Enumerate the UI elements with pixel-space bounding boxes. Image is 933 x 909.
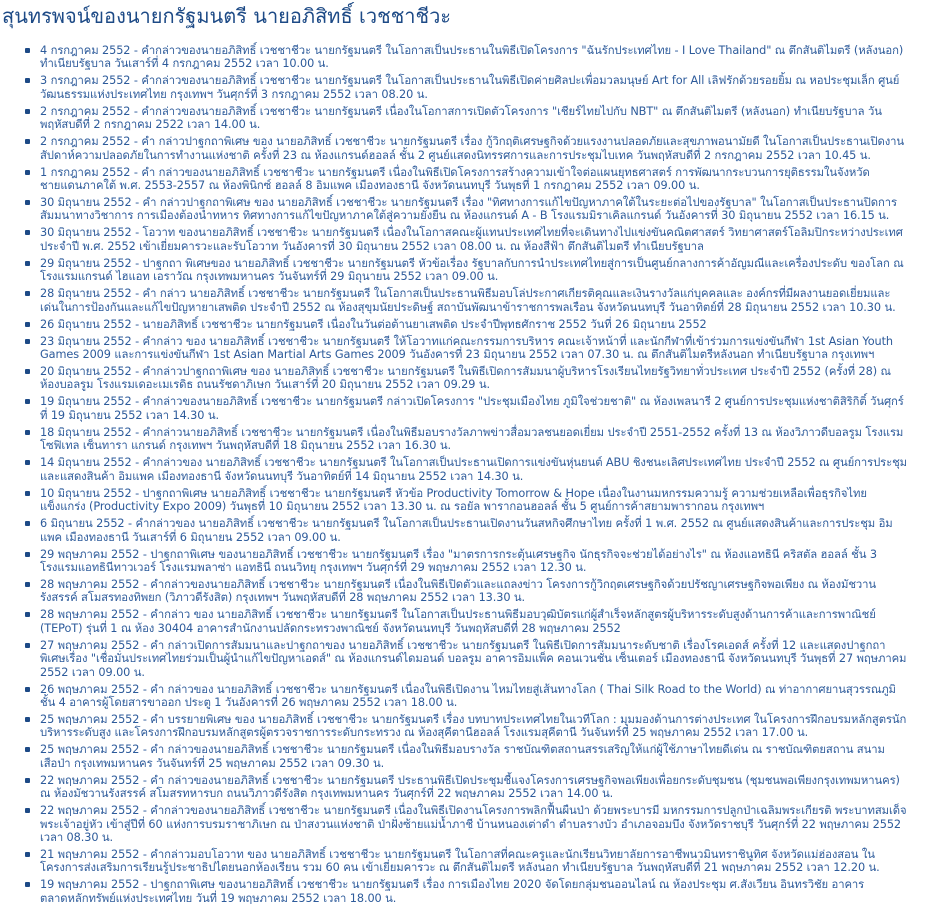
speech-list-item — [24, 878, 908, 905]
bullet-square-icon — [25, 261, 30, 266]
speech-list-item — [24, 135, 908, 162]
speech-list-item — [24, 578, 908, 605]
speech-list-item — [24, 287, 908, 314]
speech-link[interactable]: 23 มิถุนายน 2552 - คำกล่าว ของ นายอภิสิทธิ์ เวชชาชีวะ นายกรัฐมนตรี ให้โอวาทแก่คณะกรรมการบริหาร คณะเจ้าหน้าที่ และนักกีฬาที่เข้าร่วมการแข่งขันกีฬา 1st Asian Youth Games 2009 และการแข่งขันกีฬา 1st Asian Martial Arts Games 2009 วันอังคารที่ 23 มิถุนายน 2552 เวลา 07.30 น. ณ ตึกสันติไมตรีหลังนอก ทำเนียบรัฐบาล กรุงเทพฯ — [40, 334, 893, 362]
speech-list-item — [24, 335, 908, 362]
bullet-square-icon — [25, 460, 30, 465]
speech-link[interactable]: 1 กรกฎาคม 2552 - คำ กล่าวของนายอภิสิทธิ์ เวชชาชีวะ นายกรัฐมนตรี เนื่องในพิธีเปิดโครงการสร้างความเข้าใจต่อแผนยุทธศาสตร์ การพัฒนากระบวนการยุติธรรมในจังหวัดชายแดนภาคใต้ พ.ศ. 2553-2557 ณ ห้องพินิกซ์ ฮอลล์ 8 อิมแพค เมืองทองธานี จังหวัดนนทบุรี วันพุธที่ 1 กรกฎาคม 2552 เวลา 09.00 น. — [40, 165, 870, 193]
speech-list-item — [24, 44, 908, 71]
speech-link[interactable]: 26 มิถุนายน 2552 - นายอภิสิทธิ์ เวชชาชีวะ นายกรัฐมนตรี เนื่องในวันต่อต้านยาเสพติด ประจำปีพุทธศักราช 2552 วันที่ 26 มิถุนายน 2552 — [40, 317, 707, 331]
bullet-square-icon — [25, 521, 30, 526]
speech-list-item — [24, 517, 908, 544]
speech-list-item — [24, 365, 908, 392]
speech-link[interactable]: 19 มิถุนายน 2552 - คำกล่าวของนายอภิสิทธิ์ เวชชาชีวะ นายกรัฐมนตรี กล่าวเปิดโครงการ "ประชุมเมืองไทย ภูมิใจช่วยชาติ" ณ ห้องเพลนารี 2 ศูนย์การประชุมแห่งชาติสิริกิติ์ วันศุกร์ที่ 19 มิถุนายน 2552 เวลา 14.30 น. — [40, 395, 904, 422]
speech-list-item — [24, 804, 908, 844]
speech-link[interactable]: 6 มิถุนายน 2552 - คำกล่าวของ นายอภิสิทธิ์ เวชชาชีวะ นายกรัฐมนตรี ในโอกาสเป็นประธานเปิดงานวันสหกิจศึกษาไทย ครั้งที่ 1 พ.ศ. 2552 ณ ศูนย์แสดงสินค้าและการประชุม อิมแพค เมืองทองธานี วันเสาร์ที่ 6 มิถุนายน 2552 เวลา 09.00 น. — [40, 517, 893, 544]
bullet-square-icon — [25, 643, 30, 648]
speech-link[interactable]: 22 พฤษภาคม 2552 - คำ กล่าวของนายอภิสิทธิ์ เวชชาชีวะ นายกรัฐมนตรี ประธานพิธีเปิดประชุมชี้แจงโครงการเศรษฐกิจพอเพียงเพื่อยกระดับชุมชน (ชุมชนพอเพียงกรุงเทพมหานคร) ณ ห้องมัชวานรังสรรค์ สโมสรทหารบก ถนนวิภาวดีรังสิต กรุงเทพมหานคร วันศุกร์ที่ 22 พฤษภาคม 2552 เวลา 14.00 น. — [40, 773, 900, 801]
speech-link[interactable]: 28 มิถุนายน 2552 - คำ กล่าว นายอภิสิทธิ์ เวชชาชีวะ นายกรัฐมนตรี ในโอกาสเป็นประธานพิธีมอบโล่ประกาศเกียรติคุณและเงินรางวัลแก่บุคคลและ องค์กรที่มีผลงานยอดเยี่ยมและเด่นในการป้องกันและแก้ไขปัญหายาเสพติด ประจำปี 2552 ณ ห้องสุขุมนัยประดิษฐ์ สถาบันพัฒนาข้าราชการพลเรือน จังหวัดนนทบุรี วันอาทิตย์ที่ 28 มิถุนายน 2552 เวลา 10.30 น. — [40, 287, 896, 314]
page-title: สุนทรพจน์ของนายกรัฐมนตรี นายอภิสิทธิ์ เวชชาชีวะ — [2, 4, 452, 28]
bullet-square-icon — [25, 48, 30, 53]
speech-list — [24, 44, 908, 909]
bullet-square-icon — [25, 808, 30, 813]
bullet-square-icon — [25, 399, 30, 404]
bullet-square-icon — [25, 230, 30, 235]
speech-link[interactable]: 2 กรกฎาคม 2552 - คำกล่าวของนายอภิสิทธิ์ เวชชาชีวะ นายกรัฐมนตรี เนื่องในโอกาสการเปิดตัวโครงการ "เชียร์ไทยไปกับ NBT" ณ ตึกสันติไมตรี (หลังนอก) ทำเนียบรัฐบาล วันพฤหัสบดีที่ 2 กรกฎาคม 2522 เวลา 14.00 น. — [40, 104, 882, 132]
speech-link[interactable]: 2 กรกฎาคม 2552 - คำ กล่าวปาฐกถาพิเศษ ของ นายอภิสิทธิ์ เวชชาชีวะ นายกรัฐมนตรี เรื่อง กู้วิกฤติเศรษฐกิจด้วยแรงงานปลอดภัยและสุขภาพอนามัยดี ในโอกาสเป็นประธานเปิดงานสัปดาห์ความปลอดภัยในการทำงานแห่งชาติ ครั้งที่ 23 ณ ห้องแกรนด์ฮอลล์ ชั้น 2 ศูนย์แสดงนิทรรศการและการประชุมไบเทค วันพฤหัสบดีที่ 2 กรกฎาคม 2552 เวลา 10.45 น. — [40, 135, 904, 162]
speech-list-item — [24, 743, 908, 770]
speech-link[interactable]: 27 พฤษภาคม 2552 - คำ กล่าวเปิดการสัมมนาและปาฐกถาของ นายอภิสิทธิ์ เวชชาชีวะ นายกรัฐมนตรี ในพิธีเปิดการสัมมนาระดับชาติ เรื่องโรคเอดส์ ครั้งที่ 12 และแสดงปาฐกถาพิเศษเรื่อง "เชื่อมั่นประเทศไทยร่วมเป็นผู้นำแก้ไขปัญหาเอดส์" ณ ห้องแกรนด์ไดมอนด์ บอลรูม อาคารอิมแพ็ค คอนเวนชั่น เซ็นเตอร์ เมืองทองธานี จังหวัดนนทบุรี วันพุธที่ 27 พฤษภาคม 2552 เวลา 09.00 น. — [40, 638, 907, 679]
speech-list-item — [24, 487, 908, 514]
speech-link[interactable]: 14 มิถุนายน 2552 - คำกล่าวของ นายอภิสิทธิ์ เวชชาชีวะ นายกรัฐมนตรี ในโอกาสเป็นประธานเปิดการแข่งขันหุ่นยนต์ ABU ชิงชนะเลิศประเทศไทย ประจำปี 2552 ณ ศูนย์การประชุมและแสดงสินค้า อิมแพค เมืองทองธานี จังหวัดนนทบุรี วันอาทิตย์ที่ 14 มิถุนายน 2552 เวลา 14.30 น. — [40, 456, 908, 483]
bullet-square-icon — [25, 109, 30, 114]
speech-link[interactable]: 18 มิถุนายน 2552 - คำกล่าวนายอภิสิทธิ์ เวชชาชีวะ นายกรัฐมนตรี เนื่องในพิธีมอบรางวัลภาพข่าวสื่อมวลชนยอดเยี่ยม ประจำปี 2551-2552 ครั้งที่ 13 ณ ห้องวิภาวดีบอลรูม โรงแรมโซฟิเทล เซ็นทารา แกรนด์ กรุงเทพฯ วันพฤหัสบดีที่ 18 มิถุนายน 2552 เวลา 16.30 น. — [40, 425, 904, 453]
bullet-square-icon — [25, 170, 30, 175]
bullet-square-icon — [25, 369, 30, 374]
bullet-square-icon — [25, 717, 30, 722]
bullet-square-icon — [25, 78, 30, 83]
bullet-square-icon — [25, 291, 30, 296]
speech-list-item — [24, 257, 908, 284]
speech-link[interactable]: 22 พฤษภาคม 2552 - คำกล่าวของนายอภิสิทธิ์ เวชชาชีวะ นายกรัฐมนตรี เนื่องในพิธีเปิดงานโครงการพลิกฟื้นผืนป่า ด้วยพระบารมี มหกรรมการปลูกป่าเฉลิมพระเกียรติ พระบาทสมเด็จพระเจ้าอยู่หัว เข้าสู่ปีที่ 60 แห่งการบรมราชาภิเษก ณ ป่าสงวนแห่งชาติ ป่าฝั่งซ้ายแม่น้ำภาชี บ้านหนองเต่าดำ ตำบลรางบัว อำเภอจอมบึง จังหวัดราชบุรี วันศุกร์ที่ 22 พฤษภาคม 2552 เวลา 08.30 น. — [40, 804, 907, 844]
speech-link[interactable]: 28 พฤษภาคม 2552 - คำกล่าว ของ นายอภิสิทธิ์ เวชชาชีวะ นายกรัฐมนตรี ในโอกาสเป็นประธานพิธีมอบวุฒิบัตรแก่ผู้สำเร็จหลักสูตรผู้บริหารระดับสูงด้านการค้าและการพาณิชย์ (TEPoT) รุ่นที่ 1 ณ ห้อง 30404 อาคารสำนักงานปลัดกระทรวงพาณิชย์ จังหวัดนนทบุรี วันพฤหัสบดีที่ 28 พฤษภาคม 2552 — [40, 608, 876, 635]
bullet-square-icon — [25, 322, 30, 327]
speech-link[interactable]: 10 มิถุนายน 2552 - ปาฐกถาพิเศษ นายอภิสิทธิ์ เวชชาชีวะ นายกรัฐมนตรี หัวข้อ Productivity Tomorrow & Hope เนื่องในงานมหกรรมความรู้ ความช่วยเหลือเพื่อธุรกิจไทยแข็งแกร่ง (Productivity Expo 2009) วันพุธที่ 10 มิถุนายน 2552 เวลา 13.30 น. ณ รอยัล พารากอนฮอลล์ ชั้น 5 ศูนย์การค้าสยามพารากอน กรุงเทพฯ — [40, 486, 867, 514]
bullet-square-icon — [25, 882, 30, 887]
bullet-square-icon — [25, 612, 30, 617]
speech-list-item — [24, 166, 908, 193]
speech-list-item — [24, 456, 908, 483]
speech-list-item — [24, 426, 908, 453]
bullet-square-icon — [25, 687, 30, 692]
speech-link[interactable]: 4 กรกฎาคม 2552 - คำกล่าวของนายอภิสิทธิ์ เวชชาชีวะ นายกรัฐมนตรี ในโอกาสเป็นประธานในพิธีเปิดโครงการ "ฉันรักประเทศไทย - I Love Thailand" ณ ตึกสันติไมตรี (หลังนอก) ทำเนียบรัฐบาล วันเสาร์ที่ 4 กรกฎาคม 2552 เวลา 10.00 น. — [40, 44, 904, 71]
speech-list-item — [24, 639, 908, 679]
speech-list-item — [24, 318, 908, 331]
bullet-square-icon — [25, 200, 30, 205]
speech-list-item — [24, 608, 908, 635]
speech-list-item — [24, 196, 908, 223]
speech-list-item — [24, 713, 908, 740]
speech-link[interactable]: 30 มิถุนายน 2552 - โอวาท ของนายอภิสิทธิ์ เวชชาชีวะ นายกรัฐมนตรี เนื่องในโอกาสคณะผู้แทนประเทศไทยที่จะเดินทางไปแข่งขันคณิตศาสตร์ วิทยาศาสตร์โอลิมปิกระหว่างประเทศ ประจำปี พ.ศ. 2552 เข้าเยี่ยมคารวะและรับโอวาท วันอังคารที่ 30 มิถุนายน 2552 เวลา 08.00 น. ณ ห้องสีฟ้า ตึกสันติไมตรี ทำเนียบรัฐบาล — [40, 226, 903, 253]
speech-link[interactable]: 29 มิถุนายน 2552 - ปาฐกถา พิเศษของ นายอภิสิทธิ์ เวชชาชีวะ นายกรัฐมนตรี หัวข้อเรื่อง รัฐบาลกับการนำประเทศไทยสู่การเป็นศูนย์กลางการค้าอัญมณีและเครื่องประดับ ของโลก ณ โรงแรมแกรนด์ ไฮแอท เอราวัณ กรุงเทพมหานคร วันจันทร์ที่ 29 มิถุนายน 2552 เวลา 09.00 น. — [40, 256, 904, 284]
bullet-square-icon — [25, 430, 30, 435]
speech-link[interactable]: 19 พฤษภาคม 2552 - ปาฐกถาพิเศษ ของนายอภิสิทธิ์ เวชชาชีวะ นายกรัฐมนตรี เรื่อง การเมืองไทย 2020 จัดโดยกลุ่มชนออนไลน์ ณ ห้องประชุม ศ.สังเวียน อินทรวิชัย อาคารตลาดหลักทรัพย์แห่งประเทศไทย วันที่ 19 พฤษภาคม 2552 เวลา 18.00 น. — [40, 878, 865, 905]
speech-link[interactable]: 29 พฤษภาคม 2552 - ปาฐกถาพิเศษ ของนายอภิสิทธิ์ เวชชาชีวะ นายกรัฐมนตรี เรื่อง "มาตรการกระตุ้นเศรษฐกิจ นักธุรกิจจะช่วยได้อย่างไร" ณ ห้องแอทธินี คริสตัล ฮอลล์ ชั้น 3 โรงแรมแอทธินีทาวเวอร์ โรงแรมพลาซ่า แอทธินี ถนนวิทยุ กรุงเทพฯ วันศุกร์ที่ 29 พฤษภาคม 2552 เวลา 12.30 น. — [40, 547, 877, 574]
speech-list-item — [24, 74, 908, 101]
bullet-square-icon — [25, 339, 30, 344]
bullet-square-icon — [25, 852, 30, 857]
bullet-square-icon — [25, 552, 30, 557]
speech-list-item — [24, 774, 908, 801]
bullet-square-icon — [25, 747, 30, 752]
speech-list-item — [24, 226, 908, 253]
bullet-square-icon — [25, 139, 30, 144]
speech-link[interactable]: 25 พฤษภาคม 2552 - คำ กล่าวของนายอภิสิทธิ์ เวชชาชีวะ นายกรัฐมนตรี เนื่องในพิธีมอบรางวัล ราชบัณฑิตสถานสรรเสริญให้แก่ผู้ใช้ภาษาไทยดีเด่น ณ ราชบัณฑิตยสถาน สนามเสือป่า กรุงเทพมหานคร วันจันทร์ที่ 25 พฤษภาคม 2552 เวลา 09.30 น. — [40, 743, 885, 770]
speech-link[interactable]: 30 มิถุนายน 2552 - คำ กล่าวปาฐกถาพิเศษ ของ นายอภิสิทธิ์ เวชชาชีวะ นายกรัฐมนตรี เรื่อง "ทิศทางการแก้ไขปัญหาภาคใต้ในระยะต่อไปของรัฐบาล" ในโอกาสเป็นประธานปิดการสัมมนาทางวิชาการ การเมืองต้องนำทหาร ทิศทางการแก้ไขปัญหาภาคใต้สู่ความยั่งยืน ณ ห้องแกรนด์ A - B โรงแรมมิราเคิลแกรนด์ วันอังคารที่ 30 มิถุนายน 2552 เวลา 16.15 น. — [40, 196, 897, 223]
bullet-square-icon — [25, 491, 30, 496]
speech-link[interactable]: 26 พฤษภาคม 2552 - คำ กล่าวของ นายอภิสิทธิ์ เวชชาชีวะ นายกรัฐมนตรี เนื่องในพิธีเปิดงาน ไหมไทยสู่เส้นทางโลก ( Thai Silk Road to the World) ณ ท่าอากาศยานสุวรรณภูมิ ชั้น 4 อาคารผู้โดยสารขาออก ประตู 1 วันอังคารที่ 26 พฤษภาคม 2552 เวลา 18.00 น. — [40, 682, 896, 709]
speech-list-item — [24, 395, 908, 422]
speech-link[interactable]: 20 มิถุนายน 2552 - คำกล่าวปาฐกถาพิเศษ ของ นายอภิสิทธิ์ เวชชาชีวะ นายกรัฐมนตรี ในพิธีเปิดการสัมมนาผู้บริหารโรงเรียนไทยรัฐวิทยาทั่วประเทศ ประจำปี 2552 (ครั้งที่ 28) ณ ห้องบอลรูม โรงแรมเดอะเมเรดิธ ถนนรัชดาภิเษก วันเสาร์ที่ 20 มิถุนายน 2552 เวลา 09.29 น. — [40, 365, 891, 392]
speech-link[interactable]: 3 กรกฎาคม 2552 - คำกล่าวของนายอภิสิทธิ์ เวชชาชีวะ นายกรัฐมนตรี ในโอกาสเป็นประธานในพิธีเปิดค่ายศิลปะเพื่อมวลมนุษย์ Art for All เลิฟรักด้วยรอยยิ้ม ณ หอประชุมเล็ก ศูนย์วัฒนธรรมแห่งประเทศไทย กรุงเทพฯ วันศุกร์ที่ 3 กรกฎาคม 2552 เวลา 08.20 น. — [40, 74, 900, 101]
bullet-square-icon — [25, 582, 30, 587]
speech-link[interactable]: 28 พฤษภาคม 2552 - คำกล่าวของนายอภิสิทธิ์ เวชชาชีวะ นายกรัฐมนตรี เนื่องในพิธีเปิดตัวและแถลงข่าว โครงการกู้วิกฤตเศรษฐกิจด้วยปรัชญาเศรษฐกิจพอเพียง ณ ห้องมัชวานรังสรรค์ สโมสรทองทิพยก (วิภาวดีรังสิต) กรุงเทพฯ วันพฤหัสบดีที่ 28 พฤษภาคม 2552 เวลา 13.30 น. — [40, 577, 877, 605]
speech-link[interactable]: 21 พฤษภาคม 2552 - คำกล่าวมอบโอวาท ของ นายอภิสิทธิ์ เวชชาชีวะ นายกรัฐมนตรี ในโอกาสที่คณะครูและนักเรียนวิทยาลัยการอาชีพนวมินทราชินูทิศ จังหวัดแม่ฮ่องสอน ในโครงการส่งเสริมการเรียนรู้ประชาธิปไตยนอกห้องเรียน รวม 60 คน เข้าเยี่ยมคารวะ ณ ตึกสันติไมตรี หลังนอก ทำเนียบรัฐบาล วันพฤหัสบดีที่ 21 พฤษภาคม 2552 เวลา 12.20 น. — [40, 847, 880, 875]
speech-list-item — [24, 848, 908, 875]
speech-list-item — [24, 548, 908, 575]
bullet-square-icon — [25, 778, 30, 783]
speech-link[interactable]: 25 พฤษภาคม 2552 - คำ บรรยายพิเศษ ของ นายอภิสิทธิ์ เวชชาชีวะ นายกรัฐมนตรี เรื่อง บทบาทประเทศไทยในเวทีโลก : มุมมองด้านการต่างประเทศ ในโครงการฝึกอบรมหลักสูตรนักบริหารระดับสูง และโครงการฝึกอบรมหลักสูตรผู้ตรวจราชการระดับกระทรวง ณ ห้องสุคีตานีฮอลล์ โรงแรมสุคีตานี วันจันทร์ที่ 25 พฤษภาคม 2552 เวลา 17.00 น. — [40, 712, 907, 740]
speech-list-item — [24, 683, 908, 710]
speech-list-item — [24, 105, 908, 132]
